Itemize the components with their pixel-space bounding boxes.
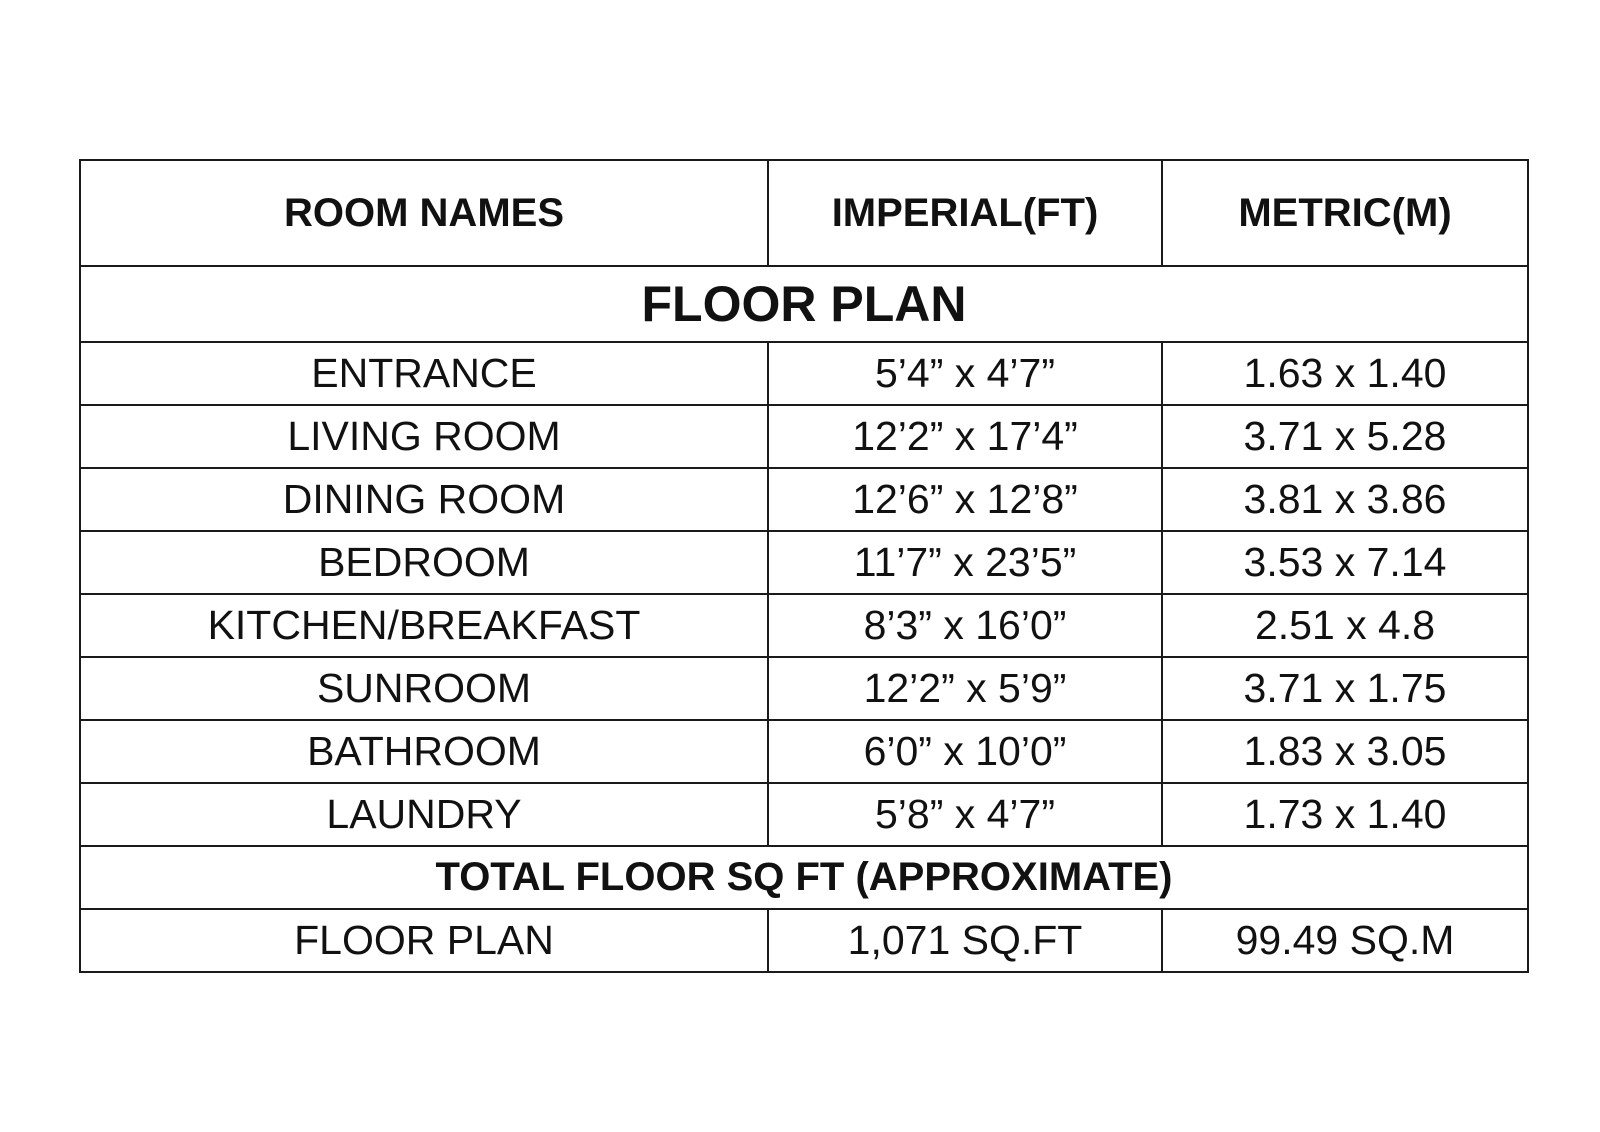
table-row	[80, 594, 1528, 657]
room-imperial: 6’0” x 10’0”	[768, 720, 1162, 783]
total-label: TOTAL FLOOR SQ FT (APPROXIMATE)	[80, 846, 1528, 909]
table-row	[80, 720, 1528, 783]
table-row	[80, 342, 1528, 405]
room-imperial: 12’6” x 12’8”	[768, 468, 1162, 531]
table-row	[80, 783, 1528, 846]
table-header-row	[80, 160, 1528, 266]
room-metric: 3.81 x 3.86	[1162, 468, 1528, 531]
header-room-names: ROOM NAMES	[80, 160, 768, 266]
room-metric: 1.63 x 1.40	[1162, 342, 1528, 405]
room-name: BATHROOM	[80, 720, 768, 783]
total-row	[80, 909, 1528, 972]
room-name: DINING ROOM	[80, 468, 768, 531]
total-name: FLOOR PLAN	[80, 909, 768, 972]
room-imperial: 11’7” x 23’5”	[768, 531, 1162, 594]
section-title-row	[80, 266, 1528, 342]
section-title: FLOOR PLAN	[80, 266, 1528, 342]
table-row	[80, 531, 1528, 594]
room-metric: 3.71 x 5.28	[1162, 405, 1528, 468]
total-imperial: 1,071 SQ.FT	[768, 909, 1162, 972]
room-imperial: 12’2” x 17’4”	[768, 405, 1162, 468]
room-metric: 2.51 x 4.8	[1162, 594, 1528, 657]
room-name: LAUNDRY	[80, 783, 768, 846]
header-metric: METRIC(M)	[1162, 160, 1528, 266]
room-imperial: 5’8” x 4’7”	[768, 783, 1162, 846]
room-metric: 1.73 x 1.40	[1162, 783, 1528, 846]
room-metric: 1.83 x 3.05	[1162, 720, 1528, 783]
table-row	[80, 468, 1528, 531]
room-name: KITCHEN/BREAKFAST	[80, 594, 768, 657]
room-dimensions-table	[79, 159, 1529, 973]
room-imperial: 5’4” x 4’7”	[768, 342, 1162, 405]
room-name: ENTRANCE	[80, 342, 768, 405]
room-name: BEDROOM	[80, 531, 768, 594]
room-name: LIVING ROOM	[80, 405, 768, 468]
total-label-row	[80, 846, 1528, 909]
header-imperial: IMPERIAL(FT)	[768, 160, 1162, 266]
room-name: SUNROOM	[80, 657, 768, 720]
total-metric: 99.49 SQ.M	[1162, 909, 1528, 972]
room-metric: 3.71 x 1.75	[1162, 657, 1528, 720]
table-row	[80, 657, 1528, 720]
room-imperial: 12’2” x 5’9”	[768, 657, 1162, 720]
table-row	[80, 405, 1528, 468]
room-imperial: 8’3” x 16’0”	[768, 594, 1162, 657]
room-metric: 3.53 x 7.14	[1162, 531, 1528, 594]
